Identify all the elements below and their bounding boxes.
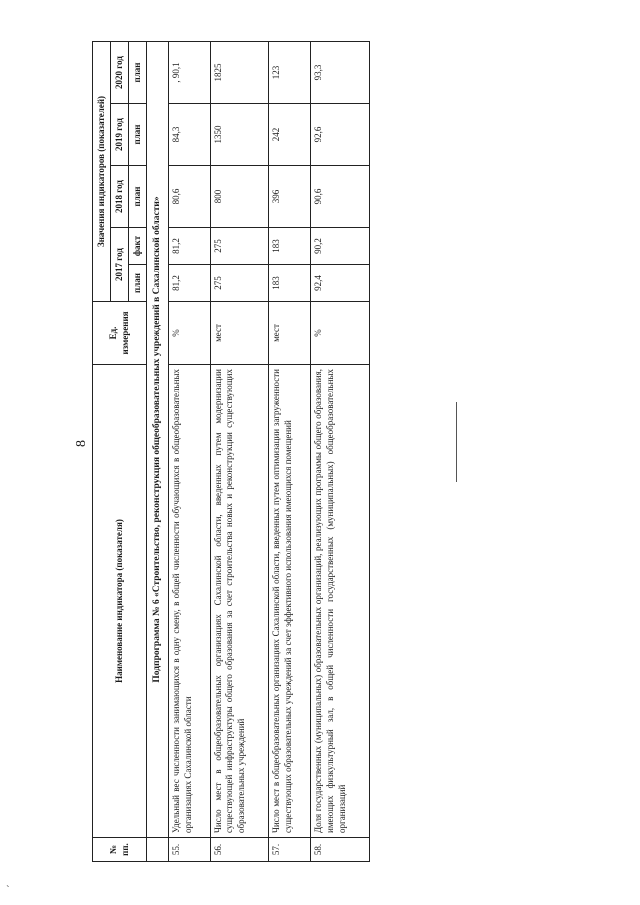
page-number: 8: [74, 440, 89, 447]
row-num: 57.: [269, 838, 311, 862]
value-2020-plan: 123: [269, 41, 311, 103]
value-2017-fact: 81,2: [169, 228, 211, 265]
value-2019-plan: 1350: [210, 104, 269, 166]
header-year-2018: 2018 год: [111, 166, 129, 228]
value-2017-plan: 183: [269, 265, 311, 302]
value-2017-fact: 90,2: [311, 228, 370, 265]
row-num: 58.: [311, 838, 370, 862]
indicator-table: [92, 41, 370, 862]
value-2019-plan: 84,3: [169, 104, 211, 166]
value-2018-plan: 80,6: [169, 166, 211, 228]
table-row: [169, 41, 211, 861]
header-sub-plan: план: [129, 166, 147, 228]
value-2018-plan: 800: [210, 166, 269, 228]
subprogram-title: Подпрограмма № 6 «Строительство, реконструкция общеобразовательных учреждений в Сахалинской области»: [147, 41, 169, 837]
value-2018-plan: 90,6: [311, 166, 370, 228]
header-num: № пп.: [93, 838, 147, 862]
row-num: 55.: [169, 838, 211, 862]
value-2019-plan: 92,6: [311, 104, 370, 166]
header-year-2020: 2020 год: [111, 41, 129, 103]
row-name: Число мест в общеобразовательных организациях Сахалинской области, введенных путем модернизации существующей инфраструктуры общего образования за счет строительства новых и реконструкции существующих образовательных учреждений: [210, 365, 269, 838]
row-unit: мест: [269, 302, 311, 365]
row-unit: %: [311, 302, 370, 365]
value-2017-plan: 92,4: [311, 265, 370, 302]
header-name: Наименование индикатора (показателя): [93, 365, 147, 838]
value-2020-plan: 93,3: [311, 41, 370, 103]
empty-cell: [147, 838, 169, 862]
value-2017-fact: 183: [269, 228, 311, 265]
value-2017-fact: 275: [210, 228, 269, 265]
table-row: [210, 41, 269, 861]
row-num: 56.: [210, 838, 269, 862]
header-sub-plan: план: [129, 104, 147, 166]
header-year-2017: 2017 год: [111, 228, 129, 302]
indicator-table-wrapper: [92, 42, 370, 862]
header-sub-plan: план: [129, 41, 147, 103]
row-unit: мест: [210, 302, 269, 365]
table-row: [311, 41, 370, 861]
row-unit: %: [169, 302, 211, 365]
value-2020-plan: 1825: [210, 41, 269, 103]
scan-artifact-mark: `: [6, 884, 10, 896]
table-row: [269, 41, 311, 861]
scan-artifact-line: [456, 402, 457, 482]
row-name: Число мест в общеобразовательных организациях Сахалинской области, введенных путем оптимизации загруженности существующих образовательных учреждений за счет эффективного использования имеющихся помещений: [269, 365, 311, 838]
header-year-2019: 2019 год: [111, 104, 129, 166]
header-unit: Ед. измерения: [93, 302, 147, 365]
value-2017-plan: 81,2: [169, 265, 211, 302]
value-2017-plan: 275: [210, 265, 269, 302]
header-sub-fact: факт: [129, 228, 147, 265]
row-name: Удельный вес численности занимающихся в одну смену, в общей численности обучающихся в общеобразовательных организациях Сахалинской области: [169, 365, 211, 838]
value-2020-plan: , 90,1: [169, 41, 211, 103]
value-2019-plan: 242: [269, 104, 311, 166]
row-name: Доля государственных (муниципальных) образовательных организаций, реализующих программы общего образования, имеющих физкультурный зал, в общей численности государственных (муниципальных) общеобразовательных организаций: [311, 365, 370, 838]
header-values-group: Значения индикаторов (показателей): [93, 41, 111, 301]
value-2018-plan: 396: [269, 166, 311, 228]
header-sub-plan: план: [129, 265, 147, 302]
